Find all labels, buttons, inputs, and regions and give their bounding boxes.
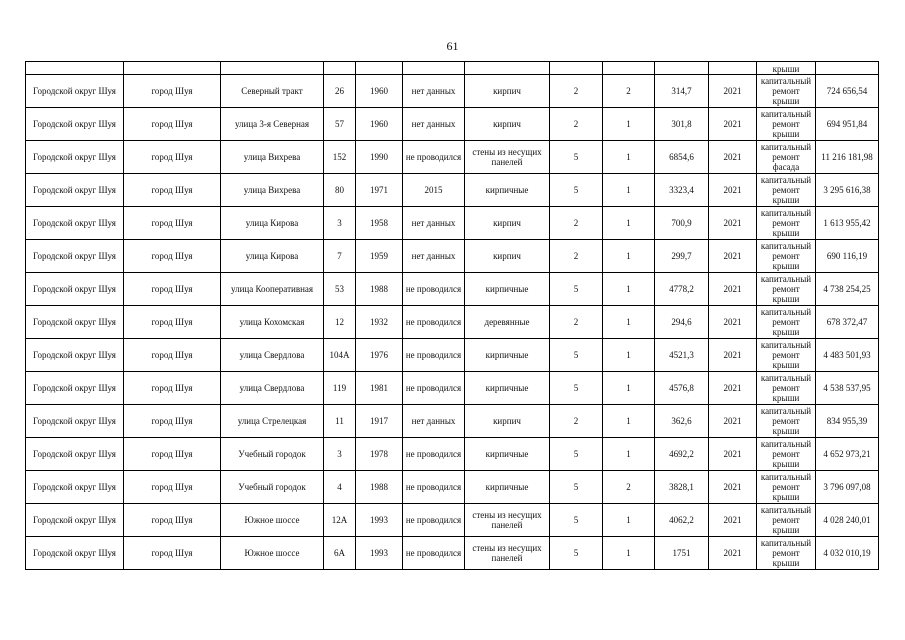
cost-cell: 3 295 616,38: [816, 174, 879, 207]
wall-material-cell: кирпичные: [465, 438, 550, 471]
floors-cell: 2: [550, 108, 603, 141]
year-built-cell: 1988: [356, 273, 403, 306]
entrances-cell: 1: [603, 405, 655, 438]
wall-material-cell: кирпич: [465, 240, 550, 273]
year-built-cell: 1981: [356, 372, 403, 405]
entrances-cell: 1: [603, 108, 655, 141]
last-repair-cell: не проводился: [403, 537, 465, 570]
area-cell: 3323,4: [655, 174, 709, 207]
street-cell: улица Вихрева: [221, 141, 324, 174]
table-row: [26, 240, 879, 273]
year-built-cell: 1993: [356, 537, 403, 570]
street-cell: улица Кирова: [221, 207, 324, 240]
year-built-cell: 1990: [356, 141, 403, 174]
settlement-cell: город Шуя: [124, 207, 221, 240]
floors-cell: 5: [550, 339, 603, 372]
work-type-cell: капитальный ремонт крыши: [757, 372, 816, 405]
entrances-cell: 1: [603, 207, 655, 240]
continuation-row: [26, 62, 879, 75]
cost-cell: 4 028 240,01: [816, 504, 879, 537]
street-cell: улица Кохомская: [221, 306, 324, 339]
plan-year-cell: 2021: [709, 438, 757, 471]
floors-cell: 5: [550, 471, 603, 504]
wall-material-cell: кирпичные: [465, 339, 550, 372]
work-type-cell: капитальный ремонт крыши: [757, 108, 816, 141]
entrances-cell: 1: [603, 240, 655, 273]
year-built-cell: 1917: [356, 405, 403, 438]
plan-year-cell: 2021: [709, 372, 757, 405]
year-built-cell: 1971: [356, 174, 403, 207]
settlement-cell: город Шуя: [124, 174, 221, 207]
cost-cell: 678 372,47: [816, 306, 879, 339]
municipality-cell: Городской округ Шуя: [26, 207, 124, 240]
cost-cell: 3 796 097,08: [816, 471, 879, 504]
entrances-cell: 2: [603, 75, 655, 108]
last-repair-cell: нет данных: [403, 405, 465, 438]
table-row: [26, 471, 879, 504]
work-type-cell: капитальный ремонт фасада: [757, 141, 816, 174]
settlement-cell: город Шуя: [124, 339, 221, 372]
area-cell: 4062,2: [655, 504, 709, 537]
plan-year-cell: 2021: [709, 141, 757, 174]
settlement-cell: город Шуя: [124, 306, 221, 339]
settlement-cell: город Шуя: [124, 405, 221, 438]
entrances-cell: 1: [603, 273, 655, 306]
street-cell: улица Стрелецкая: [221, 405, 324, 438]
work-type-cell: капитальный ремонт крыши: [757, 273, 816, 306]
municipality-cell: Городской округ Шуя: [26, 141, 124, 174]
area-cell: 4521,3: [655, 339, 709, 372]
plan-year-cell: 2021: [709, 75, 757, 108]
settlement-cell: город Шуя: [124, 75, 221, 108]
last-repair-cell: не проводился: [403, 273, 465, 306]
last-repair-cell: не проводился: [403, 504, 465, 537]
entrances-cell: 1: [603, 372, 655, 405]
municipality-cell: Городской округ Шуя: [26, 339, 124, 372]
plan-year-cell: 2021: [709, 471, 757, 504]
area-cell: 3828,1: [655, 471, 709, 504]
year-built-cell: 1960: [356, 108, 403, 141]
table-row: [26, 75, 879, 108]
cost-cell: 690 116,19: [816, 240, 879, 273]
cost-cell: 4 032 010,19: [816, 537, 879, 570]
entrances-cell: 2: [603, 471, 655, 504]
table-row: [26, 306, 879, 339]
house-number-cell: 80: [324, 174, 356, 207]
floors-cell: 5: [550, 438, 603, 471]
wall-material-cell: кирпичные: [465, 273, 550, 306]
year-built-cell: 1976: [356, 339, 403, 372]
table-row: [26, 438, 879, 471]
plan-year-cell: 2021: [709, 207, 757, 240]
housing-repair-table: [25, 61, 879, 570]
area-cell: 362,6: [655, 405, 709, 438]
street-cell: улица Свердлова: [221, 339, 324, 372]
entrances-cell: 1: [603, 306, 655, 339]
house-number-cell: 26: [324, 75, 356, 108]
settlement-cell: город Шуя: [124, 471, 221, 504]
wall-material-cell: кирпич: [465, 108, 550, 141]
table-row: [26, 537, 879, 570]
wall-material-cell: кирпичные: [465, 372, 550, 405]
table-row: [26, 108, 879, 141]
street-cell: улица Кирова: [221, 240, 324, 273]
cost-cell: 4 738 254,25: [816, 273, 879, 306]
plan-year-cell: 2021: [709, 339, 757, 372]
wall-material-cell: кирпичные: [465, 174, 550, 207]
area-cell: 294,6: [655, 306, 709, 339]
work-type-cell: капитальный ремонт крыши: [757, 75, 816, 108]
settlement-cell: город Шуя: [124, 273, 221, 306]
last-repair-cell: нет данных: [403, 108, 465, 141]
plan-year-cell: 2021: [709, 504, 757, 537]
municipality-cell: Городской округ Шуя: [26, 372, 124, 405]
table-row: [26, 339, 879, 372]
table-row: [26, 405, 879, 438]
settlement-cell: город Шуя: [124, 372, 221, 405]
house-number-cell: 57: [324, 108, 356, 141]
house-number-cell: 12: [324, 306, 356, 339]
work-type-cell: капитальный ремонт крыши: [757, 405, 816, 438]
last-repair-cell: не проводился: [403, 306, 465, 339]
municipality-cell: Городской округ Шуя: [26, 75, 124, 108]
entrances-cell: 1: [603, 537, 655, 570]
floors-cell: 5: [550, 504, 603, 537]
entrances-cell: 1: [603, 141, 655, 174]
house-number-cell: 4: [324, 471, 356, 504]
cost-cell: 4 652 973,21: [816, 438, 879, 471]
municipality-cell: Городской округ Шуя: [26, 504, 124, 537]
house-number-cell: 3: [324, 207, 356, 240]
settlement-cell: город Шуя: [124, 240, 221, 273]
work-type-cell: капитальный ремонт крыши: [757, 504, 816, 537]
entrances-cell: 1: [603, 174, 655, 207]
entrances-cell: 1: [603, 438, 655, 471]
cost-cell: 694 951,84: [816, 108, 879, 141]
work-type-cell: крыши: [757, 62, 816, 75]
house-number-cell: 12А: [324, 504, 356, 537]
street-cell: улица Свердлова: [221, 372, 324, 405]
plan-year-cell: 2021: [709, 273, 757, 306]
house-number-cell: 152: [324, 141, 356, 174]
municipality-cell: Городской округ Шуя: [26, 438, 124, 471]
floors-cell: 2: [550, 240, 603, 273]
street-cell: улица 3-я Северная: [221, 108, 324, 141]
year-built-cell: 1959: [356, 240, 403, 273]
municipality-cell: Городской округ Шуя: [26, 405, 124, 438]
cost-cell: 834 955,39: [816, 405, 879, 438]
street-cell: Северный тракт: [221, 75, 324, 108]
municipality-cell: Городской округ Шуя: [26, 306, 124, 339]
house-number-cell: 119: [324, 372, 356, 405]
floors-cell: 5: [550, 273, 603, 306]
cost-cell: 724 656,54: [816, 75, 879, 108]
table-row: [26, 141, 879, 174]
entrances-cell: 1: [603, 339, 655, 372]
plan-year-cell: 2021: [709, 174, 757, 207]
wall-material-cell: кирпич: [465, 75, 550, 108]
wall-material-cell: стены из несущих панелей: [465, 141, 550, 174]
last-repair-cell: нет данных: [403, 207, 465, 240]
settlement-cell: город Шуя: [124, 108, 221, 141]
wall-material-cell: стены из несущих панелей: [465, 537, 550, 570]
house-number-cell: 7: [324, 240, 356, 273]
work-type-cell: капитальный ремонт крыши: [757, 537, 816, 570]
plan-year-cell: 2021: [709, 537, 757, 570]
table-row: [26, 273, 879, 306]
area-cell: 299,7: [655, 240, 709, 273]
settlement-cell: город Шуя: [124, 537, 221, 570]
cost-cell: 1 613 955,42: [816, 207, 879, 240]
cost-cell: 11 216 181,98: [816, 141, 879, 174]
area-cell: 301,8: [655, 108, 709, 141]
cost-cell: 4 483 501,93: [816, 339, 879, 372]
floors-cell: 2: [550, 306, 603, 339]
area-cell: 1751: [655, 537, 709, 570]
wall-material-cell: стены из несущих панелей: [465, 504, 550, 537]
house-number-cell: 53: [324, 273, 356, 306]
floors-cell: 5: [550, 174, 603, 207]
area-cell: 314,7: [655, 75, 709, 108]
work-type-cell: капитальный ремонт крыши: [757, 339, 816, 372]
house-number-cell: 6А: [324, 537, 356, 570]
wall-material-cell: деревянные: [465, 306, 550, 339]
year-built-cell: 1988: [356, 471, 403, 504]
municipality-cell: Городской округ Шуя: [26, 471, 124, 504]
area-cell: 4576,8: [655, 372, 709, 405]
settlement-cell: город Шуя: [124, 438, 221, 471]
street-cell: Южное шоссе: [221, 537, 324, 570]
plan-year-cell: 2021: [709, 405, 757, 438]
house-number-cell: 104А: [324, 339, 356, 372]
last-repair-cell: не проводился: [403, 438, 465, 471]
area-cell: 4692,2: [655, 438, 709, 471]
street-cell: Учебный городок: [221, 438, 324, 471]
street-cell: Учебный городок: [221, 471, 324, 504]
work-type-cell: капитальный ремонт крыши: [757, 174, 816, 207]
last-repair-cell: не проводился: [403, 471, 465, 504]
plan-year-cell: 2021: [709, 306, 757, 339]
work-type-cell: капитальный ремонт крыши: [757, 240, 816, 273]
wall-material-cell: кирпич: [465, 207, 550, 240]
plan-year-cell: 2021: [709, 240, 757, 273]
floors-cell: 2: [550, 207, 603, 240]
work-type-cell: капитальный ремонт крыши: [757, 306, 816, 339]
cost-cell: 4 538 537,95: [816, 372, 879, 405]
year-built-cell: 1978: [356, 438, 403, 471]
floors-cell: 2: [550, 405, 603, 438]
year-built-cell: 1960: [356, 75, 403, 108]
street-cell: улица Кооперативная: [221, 273, 324, 306]
area-cell: 6854,6: [655, 141, 709, 174]
wall-material-cell: кирпичные: [465, 471, 550, 504]
table-row: [26, 207, 879, 240]
table-row: [26, 372, 879, 405]
municipality-cell: Городской округ Шуя: [26, 174, 124, 207]
wall-material-cell: кирпич: [465, 405, 550, 438]
municipality-cell: Городской округ Шуя: [26, 537, 124, 570]
last-repair-cell: нет данных: [403, 75, 465, 108]
settlement-cell: город Шуя: [124, 504, 221, 537]
work-type-cell: капитальный ремонт крыши: [757, 207, 816, 240]
last-repair-cell: не проводился: [403, 339, 465, 372]
last-repair-cell: нет данных: [403, 240, 465, 273]
house-number-cell: 3: [324, 438, 356, 471]
entrances-cell: 1: [603, 504, 655, 537]
year-built-cell: 1958: [356, 207, 403, 240]
last-repair-cell: не проводился: [403, 372, 465, 405]
floors-cell: 2: [550, 75, 603, 108]
year-built-cell: 1993: [356, 504, 403, 537]
table-row: [26, 174, 879, 207]
floors-cell: 5: [550, 372, 603, 405]
year-built-cell: 1932: [356, 306, 403, 339]
floors-cell: 5: [550, 537, 603, 570]
municipality-cell: Городской округ Шуя: [26, 240, 124, 273]
page-number: 61: [446, 39, 459, 53]
last-repair-cell: 2015: [403, 174, 465, 207]
house-number-cell: 11: [324, 405, 356, 438]
work-type-cell: капитальный ремонт крыши: [757, 471, 816, 504]
last-repair-cell: не проводился: [403, 141, 465, 174]
floors-cell: 5: [550, 141, 603, 174]
area-cell: 700,9: [655, 207, 709, 240]
work-type-cell: капитальный ремонт крыши: [757, 438, 816, 471]
street-cell: Южное шоссе: [221, 504, 324, 537]
settlement-cell: город Шуя: [124, 141, 221, 174]
municipality-cell: Городской округ Шуя: [26, 273, 124, 306]
municipality-cell: Городской округ Шуя: [26, 108, 124, 141]
area-cell: 4778,2: [655, 273, 709, 306]
table-row: [26, 504, 879, 537]
street-cell: улица Вихрева: [221, 174, 324, 207]
plan-year-cell: 2021: [709, 108, 757, 141]
